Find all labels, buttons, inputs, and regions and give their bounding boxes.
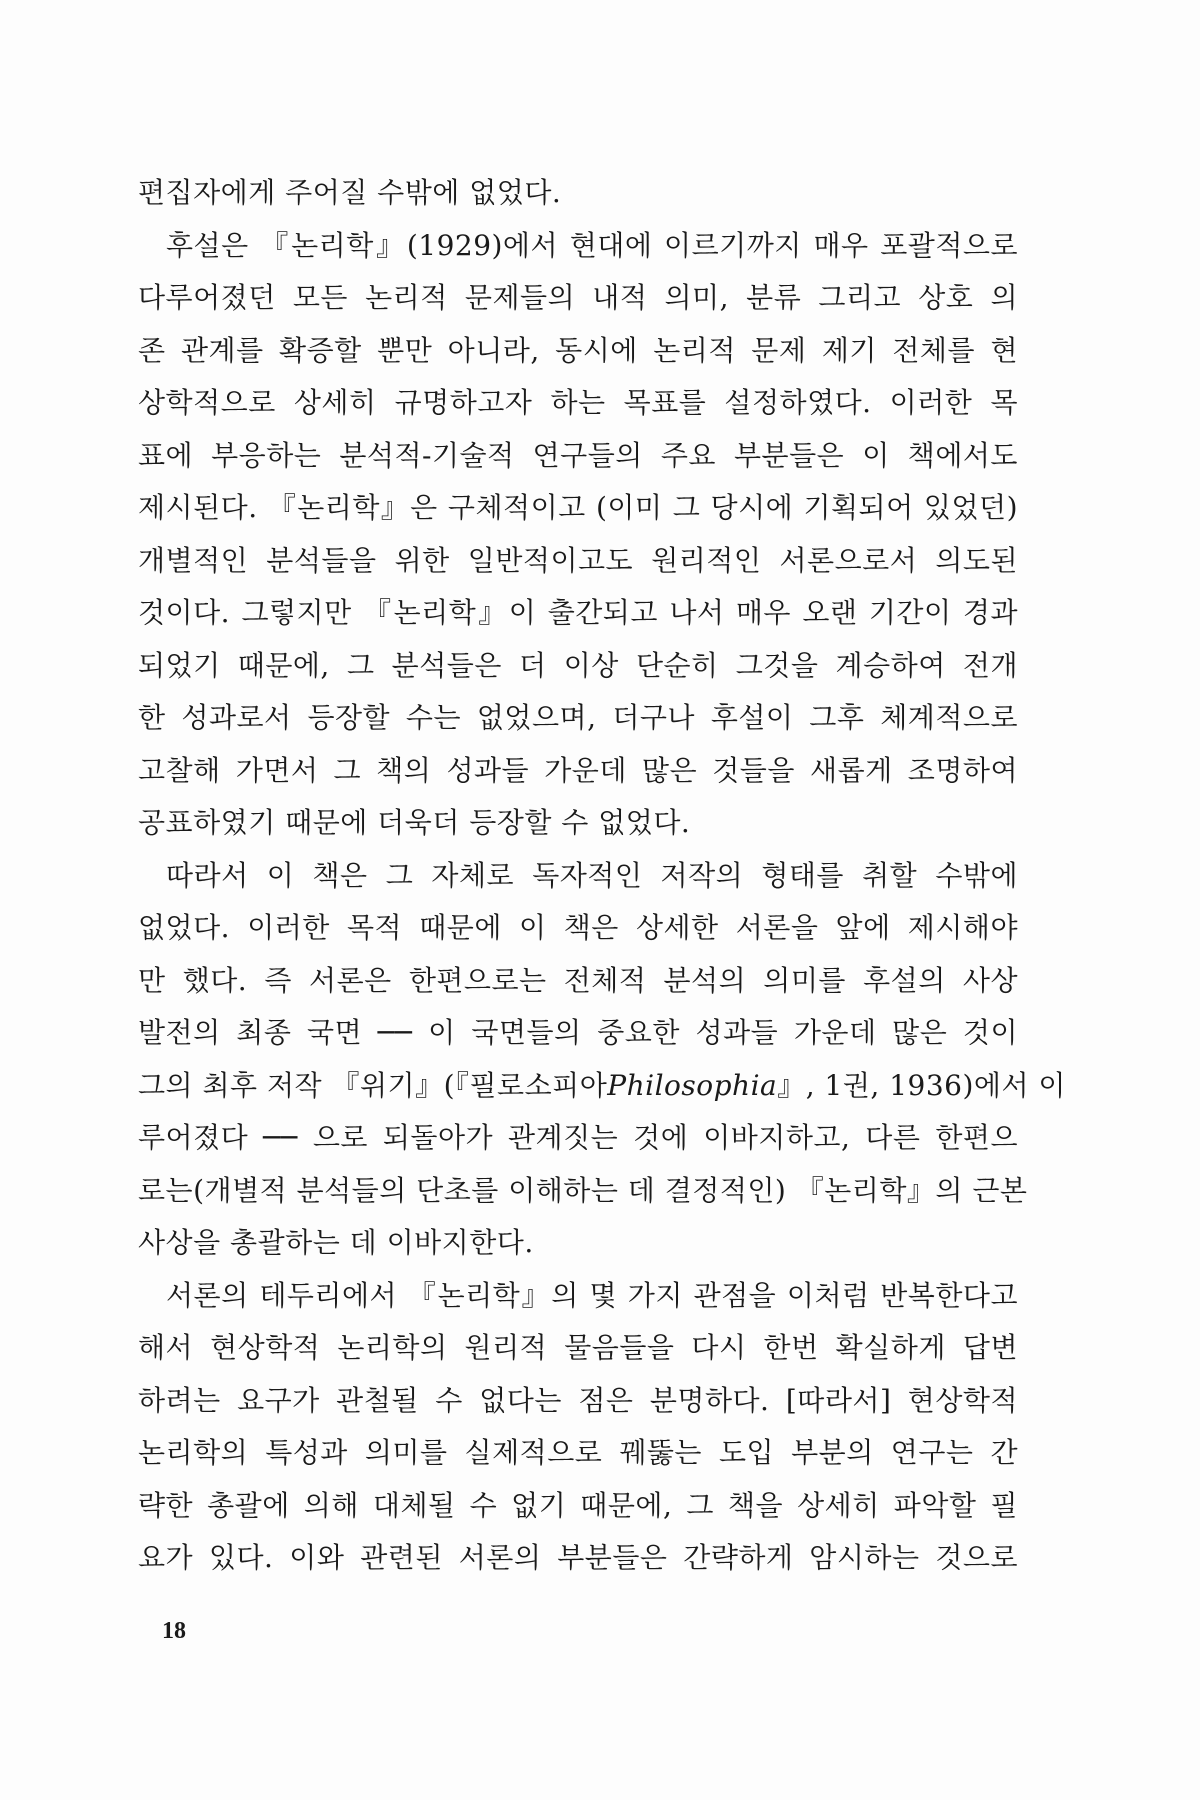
text-line: 되었기 때문에, 그 분석들은 더 이상 단순히 그것을 계승하여 전개 [138,648,1018,682]
text-line: 하려는 요구가 관철될 수 없다는 점은 분명하다. [따라서] 현상학적 [138,1383,1018,1417]
text-line: 루어졌다 ── 으로 되돌아가 관계짓는 것에 이바지하고, 다른 한편으 [138,1121,1018,1154]
text-line: 공표하였기 때문에 더욱더 등장할 수 없었다. [138,806,691,839]
text-line: 존 관계를 확증할 뿐만 아니라, 동시에 논리적 문제 제기 전체를 현 [138,333,1018,367]
text-line: 다루어졌던 모든 논리적 문제들의 내적 의미, 분류 그리고 상호 의 [138,281,1018,314]
text-line: 서론의 테두리에서 『논리학』의 몇 가지 관점을 이처럼 반복한다고 [166,1278,1018,1312]
text-line: 사상을 총괄하는 데 이바지한다. [138,1226,534,1259]
text-line: 해서 현상학적 논리학의 원리적 물음들을 다시 한번 확실하게 답변 [138,1331,1018,1364]
text-line: 상학적으로 상세히 규명하고자 하는 목표를 설정하였다. 이러한 목 [138,386,1018,419]
text-line: 요가 있다. 이와 관련된 서론의 부분들은 간략하게 암시하는 것으로 [138,1541,1018,1574]
text-line: 것이다. 그렇지만 『논리학』이 출간되고 나서 매우 오랜 기간이 경과 [138,596,1018,629]
text-line: 략한 총괄에 의해 대체될 수 없기 때문에, 그 책을 상세히 파악할 필 [138,1488,1018,1522]
text-run: 』, 1권, 1936)에서 이 [777,1068,1066,1102]
text-line: 편집자에게 주어질 수밖에 없었다. [138,176,562,209]
text-line: 개별적인 분석들을 위한 일반적이고도 원리적인 서론으로서 의도된 [138,543,1018,577]
page-number: 18 [162,1618,186,1644]
body-text [138,167,1066,1585]
text-line: 만 했다. 즉 서론은 한편으로는 전체적 분석의 의미를 후설의 사상 [138,963,1018,997]
text-line: 고찰해 가면서 그 책의 성과들 가운데 많은 것들을 새롭게 조명하여 [138,753,1018,787]
text-line: 논리학의 특성과 의미를 실제적으로 꿰뚫는 도입 부분의 연구는 간 [138,1436,1018,1469]
text-line: 한 성과로서 등장할 수는 없었으며, 더구나 후설이 그후 체계적으로 [138,701,1018,734]
text-run-italic: Philosophia [607,1068,778,1102]
text-line: 발전의 최종 국면 ── 이 국면들의 중요한 성과들 가운데 많은 것이 [138,1016,1018,1049]
text-run: 그의 최후 저작 『위기』(『필로소피아 [138,1068,608,1102]
text-line-mixed [138,1060,1066,1113]
text-line: 따라서 이 책은 그 자체로 독자적인 저작의 형태를 취할 수밖에 [166,858,1018,892]
text-line: 후설은 『논리학』(1929)에서 현대에 이르기까지 매우 포괄적으로 [166,228,1018,262]
text-line: 없었다. 이러한 목적 때문에 이 책은 상세한 서론을 앞에 제시해야 [138,911,1018,944]
text-line: 로는(개별적 분석들의 단초를 이해하는 데 결정적인) 『논리학』의 근본 [138,1173,1028,1207]
text-line: 제시된다. 『논리학』은 구체적이고 (이미 그 당시에 기획되어 있었던) [138,491,1018,524]
text-line: 표에 부응하는 분석적-기술적 연구들의 주요 부분들은 이 책에서도 [138,438,1018,472]
